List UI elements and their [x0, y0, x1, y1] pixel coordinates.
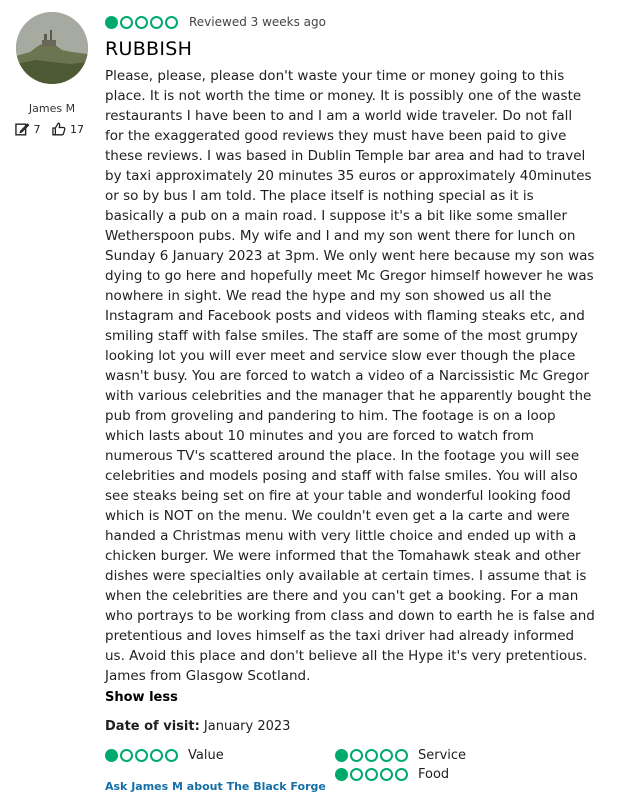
bubble-filled: [335, 749, 348, 762]
bubble-filled: [105, 16, 118, 29]
ask-reviewer-link[interactable]: Ask James M about The Black Forge: [105, 780, 326, 793]
bubble-empty: [150, 16, 163, 29]
date-of-visit: [105, 719, 595, 734]
date-of-visit-value: January 2023: [203, 719, 291, 734]
bubble-empty: [165, 16, 178, 29]
pencil-edit-icon: [14, 121, 30, 137]
contributions-count: 7: [33, 122, 41, 136]
reviewer-name[interactable]: James M: [28, 102, 76, 115]
subrating-label: Value: [188, 748, 224, 763]
bubble-rating: [335, 768, 408, 781]
bubble-rating: [105, 16, 178, 29]
subrating-label: Service: [418, 748, 467, 763]
helpful-votes-count: 17: [70, 122, 84, 136]
bubble-empty: [120, 16, 133, 29]
bubble-empty: [150, 749, 163, 762]
subrating-value: [105, 748, 335, 763]
bubble-empty: [135, 16, 148, 29]
bubble-empty: [365, 768, 378, 781]
rating-line: [105, 12, 595, 32]
bubble-empty: [365, 749, 378, 762]
bubble-filled: [335, 768, 348, 781]
bubble-rating: [335, 749, 408, 762]
reviewer-stats: [14, 121, 90, 137]
bubble-empty: [395, 749, 408, 762]
review-card: [105, 12, 595, 782]
subratings: [105, 748, 595, 782]
bubble-rating: [105, 749, 178, 762]
show-less-button[interactable]: Show less: [105, 690, 178, 705]
bubble-empty: [120, 749, 133, 762]
bubble-empty: [350, 749, 363, 762]
date-of-visit-label: Date of visit:: [105, 719, 200, 734]
subrating-service: [335, 748, 565, 763]
reviewer-panel: [14, 12, 90, 137]
bubble-empty: [395, 768, 408, 781]
subrating-label: Food: [418, 767, 450, 782]
reviewed-date: Reviewed 3 weeks ago: [189, 15, 326, 29]
bubble-empty: [380, 749, 393, 762]
subrating-food: [335, 767, 565, 782]
review-text: Please, please, please don't waste your time or money going to this place. It is not worth the time or money. It is possibly one of the waste restaurants I have been to and I am a world wide traveler. Do not fall for the exaggerated good reviews they must have been paid to give these reviews. I was based in Dublin Temple bar area and had to travel by taxi approximately 20 minutes 35 euros or approximately 40minutes or so by bus I am told. The place itself is nothing special as it is basically a pub on a main road. I suppose it's a bit like some smaller Wetherspoon pubs. My wife and I and my son went there for lunch on Sunday 6 January 2023 at 3pm. We only went here because my son was dying to go here and hopefully meet Mc Gregor himself however he was nowhere in sight. We read the hype and my son showed us all the Instagram and Facebook posts and videos with flaming steaks etc, and smiling staff with false smiles. The staff are some of the most grumpy looking lot you will ever meet and service slow ever though the place wasn't busy. You are forced to watch a video of a Narcissistic Mc Gregor with various celebrities and the manager that he apparently bought the pub from groveling and pandering to him. The footage is on a loop which lasts about 10 minutes and you are forced to watch from numerous TV's scattered around the place. In the footage you will see celebrities and models posing and staff with false smiles. You will also see steaks being set on fire at your table and wonderful looking food which is NOT on the menu. We couldn't even get a la carte and were handed a Christmas menu with very little choice and ended up with a chicken burger. We were informed that the Tomahawk steak and other dishes were specialties only available at certain times. I assume that is when the celebrities are there and you can't get a booking. For a man who portrays to be working from class and down to earth he is false and pretentious and loves himself as the taxi driver had already informed us. Avoid this place and don't believe all the Hype it's very pretentious. James from Glasgow Scotland.: [105, 68, 595, 684]
bubble-filled: [105, 749, 118, 762]
bubble-empty: [380, 768, 393, 781]
bubble-empty: [350, 768, 363, 781]
review-title: RUBBISH: [105, 38, 193, 60]
thumbs-up-icon: [51, 121, 67, 137]
avatar[interactable]: [16, 12, 88, 84]
bubble-empty: [135, 749, 148, 762]
bubble-empty: [165, 749, 178, 762]
